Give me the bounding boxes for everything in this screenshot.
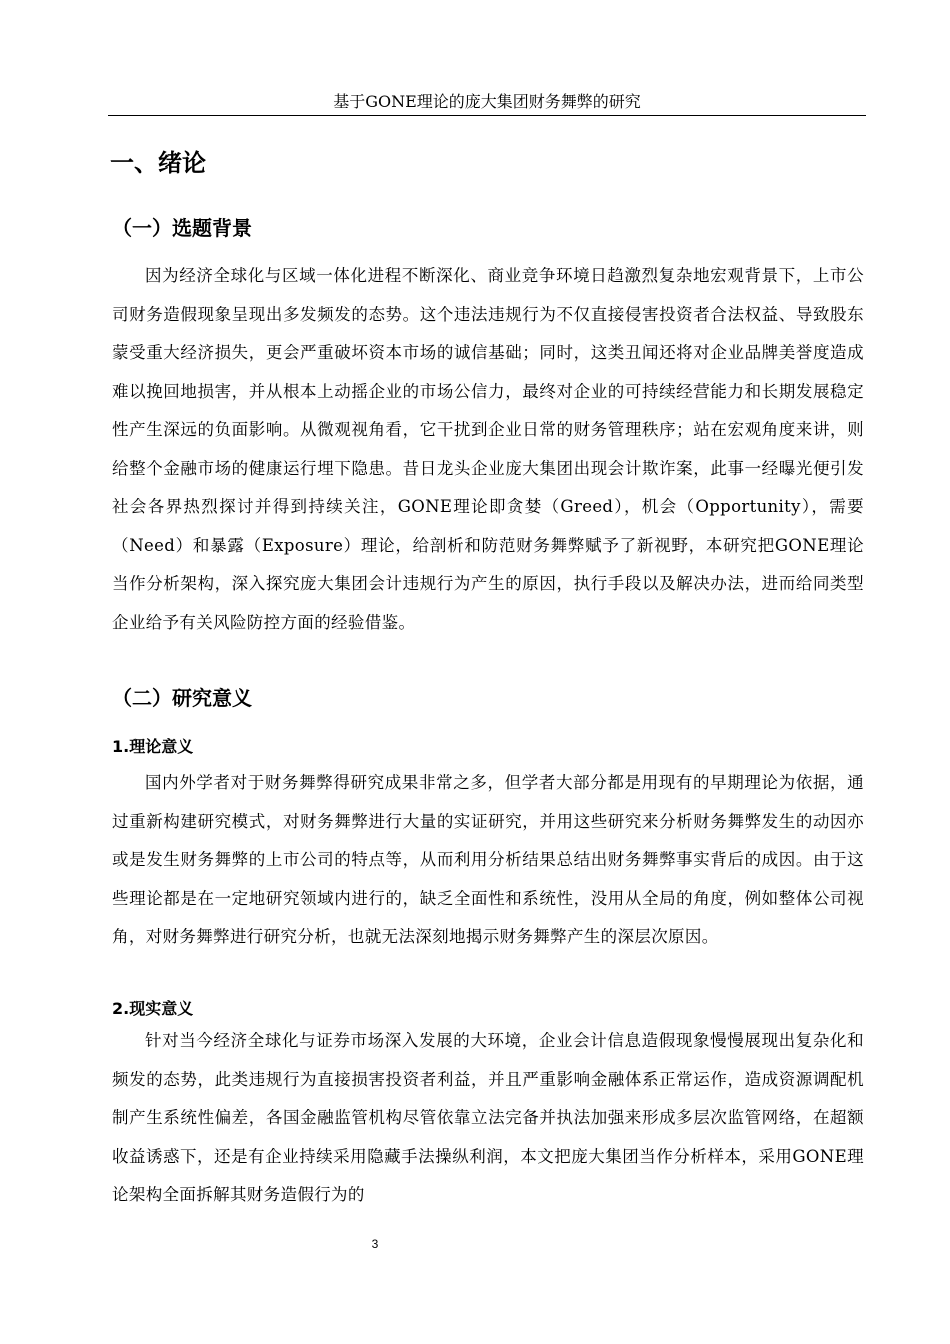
section-title-background: （一）选题背景 — [112, 216, 252, 240]
subsection-title-practical: 2.现实意义 — [112, 999, 194, 1018]
chapter-title: 一、绪论 — [110, 149, 206, 177]
page-number: 3 — [371, 1237, 379, 1251]
running-header: 基于GONE理论的庞大集团财务舞弊的研究 — [333, 92, 641, 111]
paragraph-background: 因为经济全球化与区域一体化进程不断深化、商业竞争环境日趋激烈复杂地宏观背景下，上市公司财务造假现象呈现出多发频发的态势。这个违法违规行为不仅直接侵害投资者合法权益、导致股东蒙受重大经济损失，更会严重破坏资本市场的诚信基础；同时，这类丑闻还将对企业品牌美誉度造成难以挽回地损害，并从根本上动摇企业的市场公信力，最终对企业的可持续经营能力和长期发展稳定性产生深远的负面影响。从微观视角看，它干扰到企业日常的财务管理秩序；站在宏观角度来讲，则给整个金融市场的健康运行埋下隐患。昔日龙头企业庞大集团出现会计欺诈案，此事一经曝光便引发社会各界热烈探讨并得到持续关注，GONE理论即贪婪（Greed），机会（Opportunity），需要（Need）和暴露（Exposure）理论，给剖析和防范财务舞弊赋予了新视野，本研究把GONE理论当作分析架构，深入探究庞大集团会计违规行为产生的原因，执行手段以及解决办法，进而给同类型企业给予有关风险防控方面的经验借鉴。 — [112, 266, 864, 632]
paragraph-theoretical: 国内外学者对于财务舞弊得研究成果非常之多，但学者大部分都是用现有的早期理论为依据，通过重新构建研究模式，对财务舞弊进行大量的实证研究，并用这些研究来分析财务舞弊发生的动因亦或是发生财务舞弊的上市公司的特点等，从而利用分析结果总结出财务舞弊事实背后的成因。由于这些理论都是在一定地研究领域内进行的，缺乏全面性和系统性，没用从全局的角度，例如整体公司视角，对财务舞弊进行研究分析，也就无法深刻地揭示财务舞弊产生的深层次原因。 — [112, 773, 864, 946]
header-divider — [108, 115, 866, 116]
section-title-significance: （二）研究意义 — [112, 686, 252, 710]
subsection-title-theoretical: 1.理论意义 — [112, 737, 194, 756]
paragraph-practical: 针对当今经济全球化与证券市场深入发展的大环境，企业会计信息造假现象慢慢展现出复杂化和频发的态势，此类违规行为直接损害投资者利益，并且严重影响金融体系正常运作，造成资源调配机制产生系统性偏差，各国金融监管机构尽管依靠立法完备并执法加强来形成多层次监管网络，在超额收益诱惑下，还是有企业持续采用隐藏手法操纵利润，本文把庞大集团当作分析样本，采用GONE理论架构全面拆解其财务造假行为的 — [112, 1031, 864, 1204]
